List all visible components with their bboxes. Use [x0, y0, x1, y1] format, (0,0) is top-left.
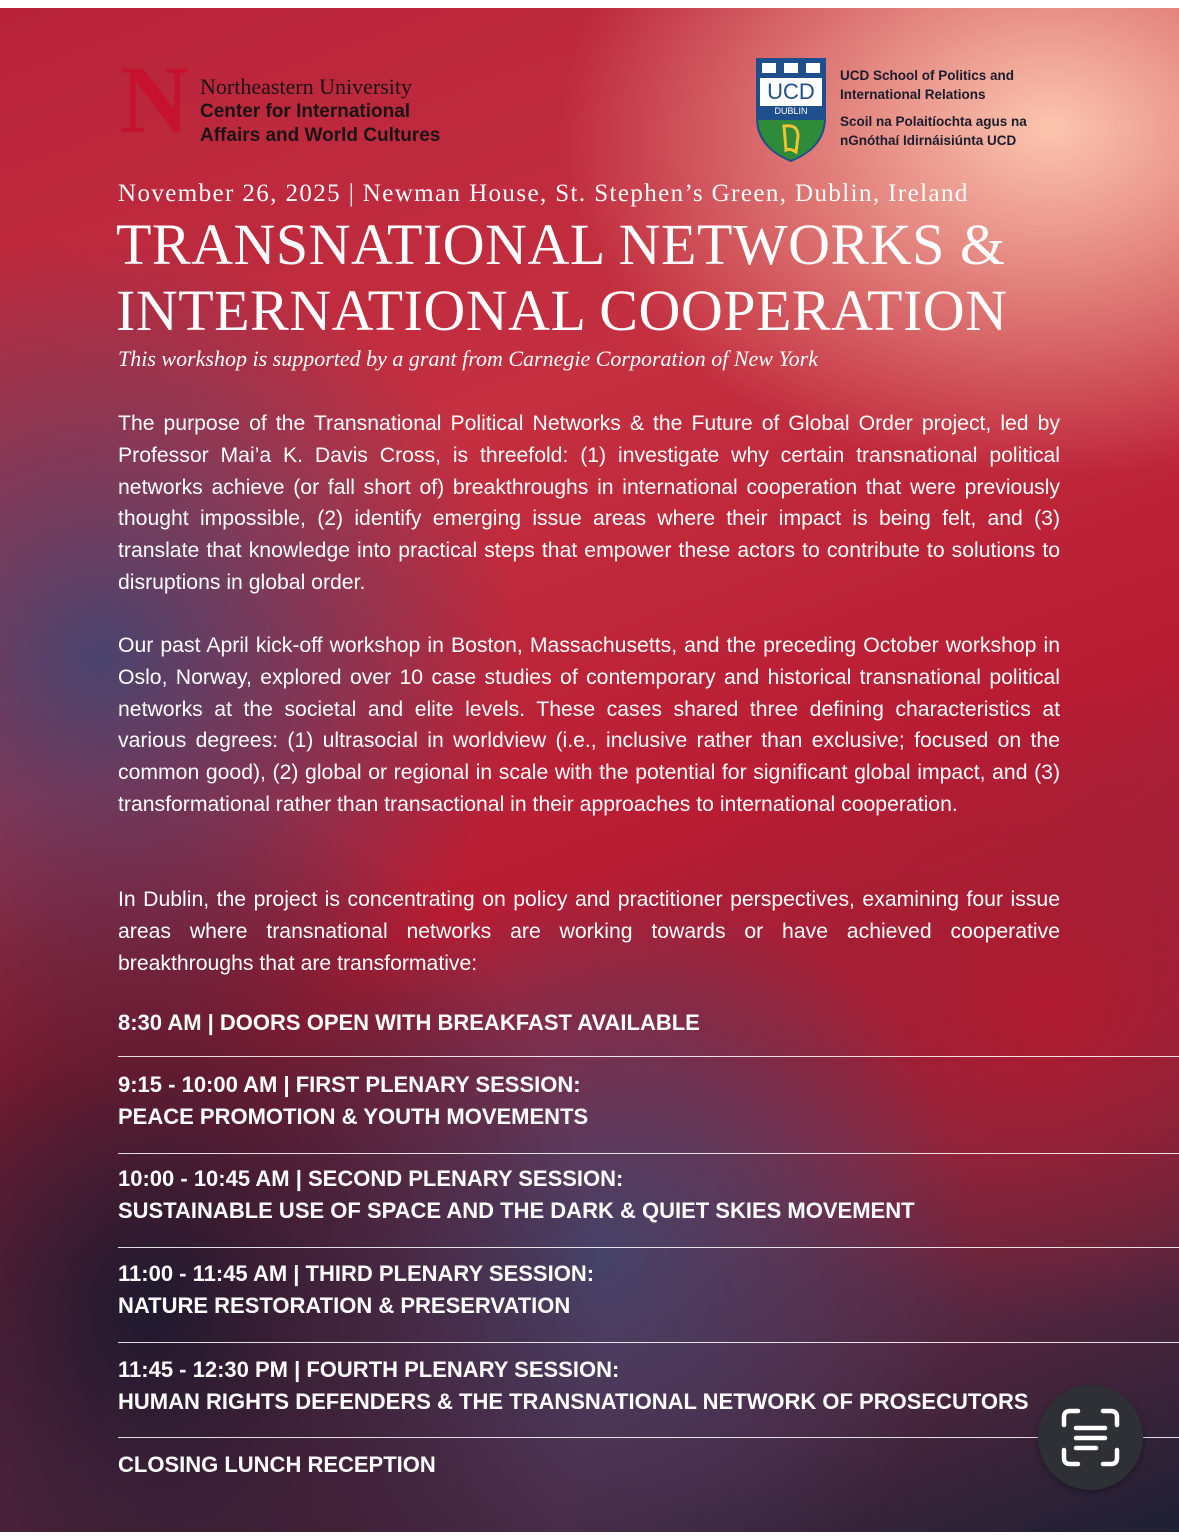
- ucd-crest-label: UCD: [767, 79, 815, 104]
- agenda-item-third-plenary: 11:00 - 11:45 AM | THIRD PLENARY SESSION: NATURE RESTORATION & PRESERVATION: [118, 1261, 595, 1318]
- purpose-paragraph: The purpose of the Transnational Political Networks & the Future of Global Order project, led by Professor Mai’a K. Davis Cross, is threefold: (1) investigate why certain transnational political networks achieve (or fall short of) breakthroughs in international cooperation that were previously thought impossible, (2) identify emerging issue areas where their impact is being felt, and (3) translate that knowledge into practical steps that empower these actors to contribute to solutions to disruptions in global order.: [118, 412, 1060, 594]
- agenda-divider: [118, 1342, 1179, 1343]
- agenda-item-fourth-plenary: 11:45 - 12:30 PM | FOURTH PLENARY SESSION: HUMAN RIGHTS DEFENDERS & THE TRANSNATIONAL NETWORK OF PROSECUTORS: [118, 1357, 1029, 1414]
- agenda-divider: [118, 1247, 1179, 1248]
- live-text-scan-button[interactable]: [1038, 1385, 1143, 1490]
- title-line-1: TRANSNATIONAL NETWORKS &: [116, 212, 1006, 277]
- text-scan-icon: [1038, 1385, 1143, 1490]
- event-poster: [0, 8, 1179, 1532]
- ucd-crest-icon: [754, 56, 828, 164]
- agenda-divider: [118, 1153, 1179, 1154]
- agenda-item-doors-open: 8:30 AM | DOORS OPEN WITH BREAKFAST AVAILABLE: [118, 1010, 700, 1035]
- agenda-item-second-plenary: 10:00 - 10:45 AM | SECOND PLENARY SESSION: SUSTAINABLE USE OF SPACE AND THE DARK & QUIET SKIES MOVEMENT: [118, 1166, 915, 1223]
- event-title: [116, 212, 1008, 344]
- agenda-divider: [118, 1437, 1179, 1438]
- event-dateline: November 26, 2025 | Newman House, St. Stephen’s Green, Dublin, Ireland: [118, 180, 969, 207]
- agenda-item-closing-lunch: CLOSING LUNCH RECEPTION: [118, 1452, 436, 1477]
- past-workshops-paragraph: Our past April kick-off workshop in Boston, Massachusetts, and the preceding October workshop in Oslo, Norway, explored over 10 case studies of contemporary and historical transnational political networks at the societal and elite levels. These cases shared three defining characteristics at various degrees: (1) ultrasocial in worldview (i.e., inclusive rather than exclusive; focused on the common good), (2) global or regional in scale with the potential for significant global impact, and (3) transformational rather than transactional in their approaches to international cooperation.: [118, 634, 1060, 816]
- grant-subtitle: This workshop is supported by a grant from Carnegie Corporation of New York: [118, 346, 818, 371]
- agenda-item-first-plenary: 9:15 - 10:00 AM | FIRST PLENARY SESSION: PEACE PROMOTION & YOUTH MOVEMENTS: [118, 1072, 589, 1129]
- northeastern-name: Northeastern University: [200, 74, 412, 99]
- northeastern-center-name: Center for International Affairs and World Cultures: [200, 101, 441, 146]
- northeastern-logo: [120, 46, 480, 162]
- agenda-divider: [118, 1056, 1179, 1057]
- dublin-focus-paragraph: In Dublin, the project is concentrating on policy and practitioner perspectives, examining four issue areas where transnational networks are working towards or have achieved cooperative breakthroughs that are transformative:: [118, 888, 1060, 975]
- title-line-2: INTERNATIONAL COOPERATION: [116, 278, 1008, 343]
- ucd-school-name: UCD School of Politics and International Relations Scoil na Polaitíochta agus na nGnóthaí Idirnáisiúnta UCD: [840, 68, 1027, 148]
- northeastern-n-mark: N: [120, 46, 190, 153]
- ucd-crest-sublabel: DUBLIN: [774, 106, 808, 116]
